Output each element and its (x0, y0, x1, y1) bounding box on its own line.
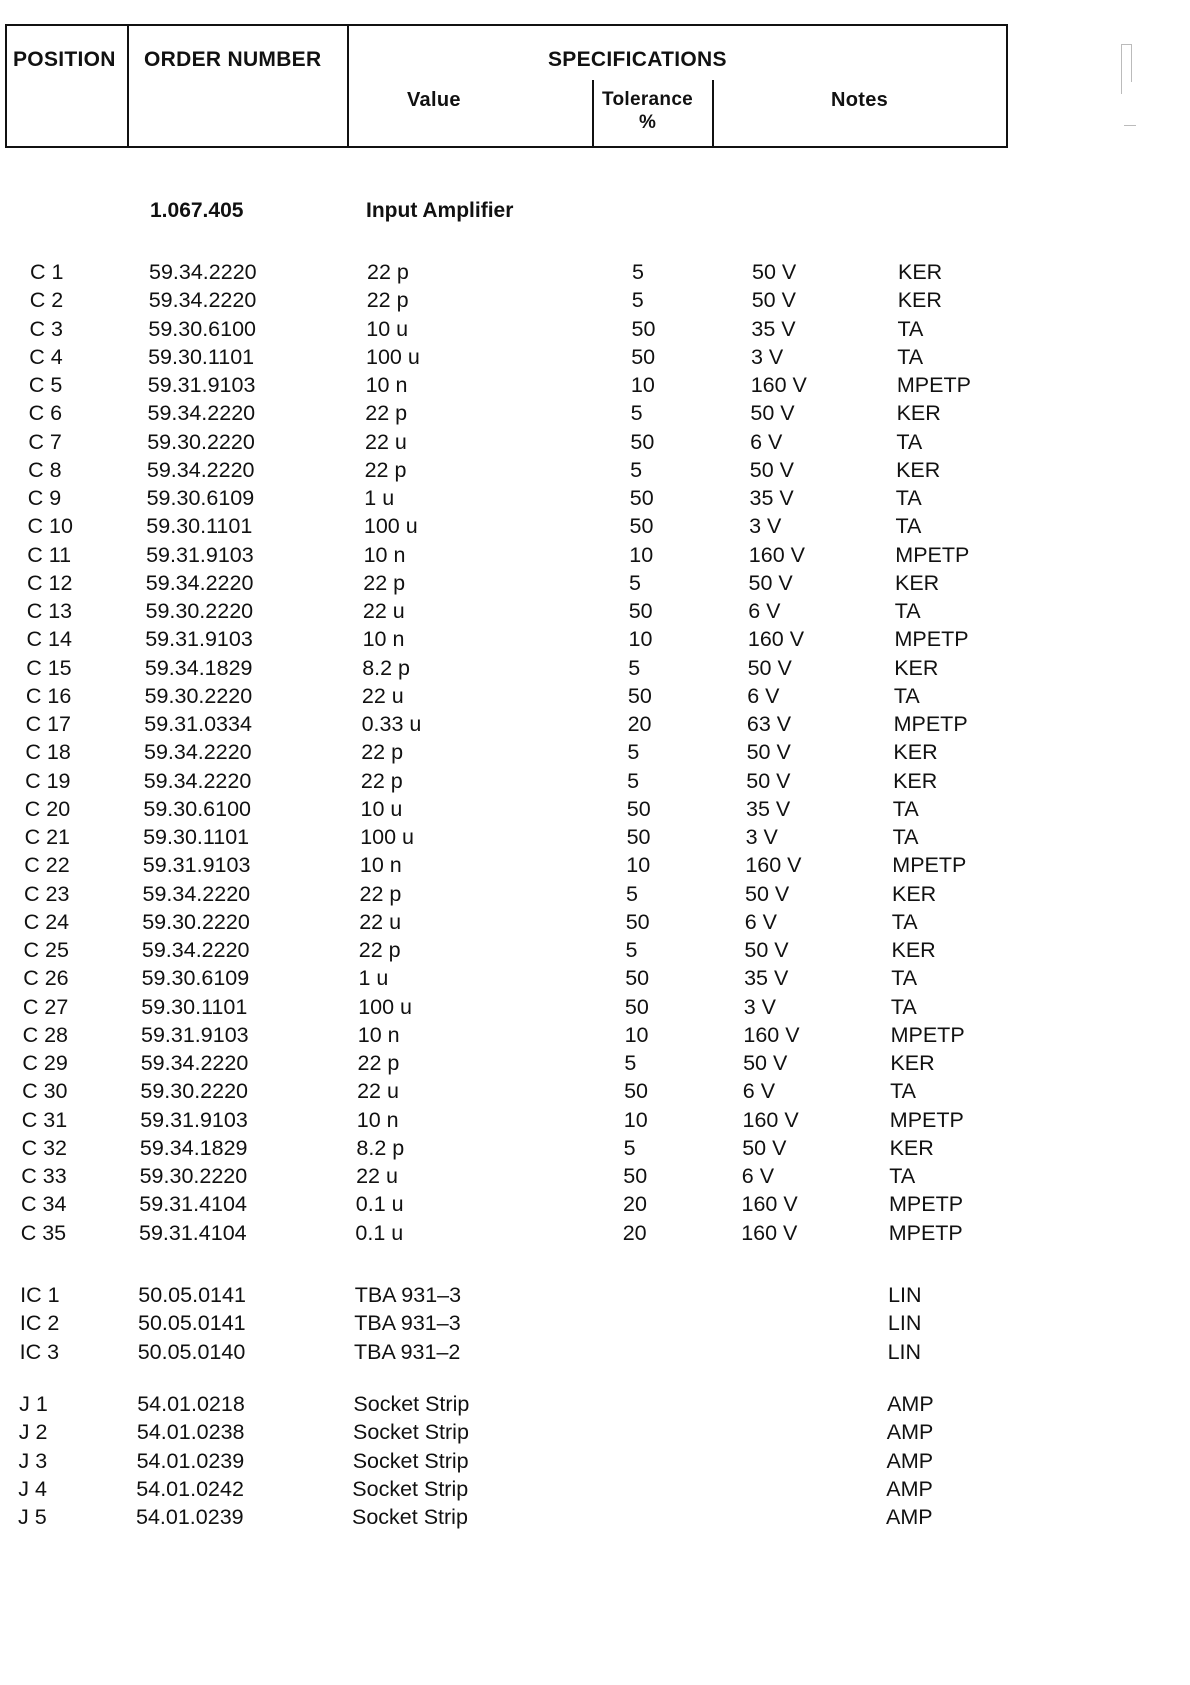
cell-order-number: 59.34.2220 (148, 288, 257, 313)
cell-tolerance: 50 (631, 344, 656, 369)
cell-position: C 8 (28, 457, 62, 482)
cell-voltage: 50 V (752, 260, 797, 284)
cell-voltage: 50 V (746, 740, 791, 765)
cell-value: TBA 931–3 (354, 1283, 462, 1307)
cell-order-number: 50.05.0141 (138, 1311, 246, 1336)
header-specifications: SPECIFICATIONS (548, 48, 727, 71)
cell-position: C 11 (27, 542, 72, 567)
cell-position: C 24 (23, 909, 70, 934)
cell-value: Socket Strip (352, 1448, 469, 1473)
cell-order-number: 59.30.6100 (143, 796, 251, 821)
cell-order-number: 59.31.9103 (140, 1107, 248, 1132)
cell-position: J 4 (18, 1476, 47, 1501)
cell-value: 22 u (356, 1164, 398, 1188)
cell-voltage: 6 V (741, 1164, 775, 1188)
cell-value: Socket Strip (353, 1420, 469, 1445)
scan-mark (1121, 44, 1131, 45)
cell-position: C 7 (28, 429, 62, 454)
table-row (0, 1051, 1100, 1079)
cell-voltage: 160 V (748, 542, 805, 567)
cell-value: Socket Strip (352, 1505, 468, 1529)
cell-voltage: 50 V (751, 288, 796, 313)
cell-position: IC 1 (20, 1283, 60, 1307)
cell-voltage: 3 V (743, 994, 776, 1019)
cell-tolerance: 50 (623, 1164, 648, 1188)
cell-value: 22 u (362, 599, 405, 623)
cell-position: C 19 (25, 768, 71, 793)
table-row (0, 373, 1100, 401)
cell-order-number: 59.31.9103 (147, 373, 256, 397)
cell-tolerance: 50 (626, 825, 651, 849)
header-position: POSITION (13, 48, 116, 71)
cell-position: C 27 (22, 994, 69, 1019)
table-row (0, 684, 1100, 712)
cell-type: LIN (887, 1339, 922, 1364)
cell-position: C 23 (24, 881, 70, 906)
cell-tolerance: 5 (628, 655, 641, 680)
table-row (0, 938, 1100, 966)
cell-type: MPETP (892, 853, 967, 878)
cell-position: C 21 (24, 825, 71, 849)
table-row (0, 797, 1100, 825)
cell-tolerance: 5 (630, 457, 643, 482)
cell-order-number: 59.30.1101 (141, 994, 248, 1019)
table-row (0, 1449, 1100, 1477)
table-row (0, 825, 1100, 853)
cell-tolerance: 10 (629, 542, 654, 567)
cell-value: 22 p (367, 260, 409, 284)
section-title: Input Amplifier (366, 199, 514, 222)
cell-order-number: 59.34.2220 (143, 768, 252, 793)
cell-order-number: 54.01.0218 (137, 1392, 245, 1416)
cell-type: AMP (886, 1448, 934, 1473)
cell-voltage: 6 V (750, 429, 783, 454)
cell-value: 10 u (366, 316, 409, 341)
cell-value: TBA 931–3 (354, 1311, 461, 1336)
cell-position: C 29 (22, 1051, 68, 1075)
cell-order-number: 59.30.6109 (141, 966, 250, 991)
cell-value: 22 p (364, 457, 407, 482)
cell-value: Socket Strip (353, 1392, 470, 1416)
table-row (0, 317, 1100, 345)
cell-tolerance: 50 (631, 316, 656, 341)
cell-order-number: 59.30.1101 (146, 514, 253, 539)
cell-type: TA (891, 966, 918, 991)
table-row (0, 853, 1100, 881)
cell-position: C 25 (23, 938, 69, 962)
section-order-number: 1.067.405 (150, 199, 244, 222)
table-row (0, 1108, 1100, 1136)
table-row (0, 656, 1100, 684)
cell-value: 22 p (366, 288, 409, 313)
cell-position: C 13 (26, 599, 73, 623)
cell-type: TA (895, 514, 922, 539)
cell-voltage: 50 V (747, 655, 792, 680)
cell-type: KER (894, 655, 939, 680)
cell-voltage: 63 V (746, 712, 792, 736)
cell-value: 100 u (366, 344, 420, 369)
cell-order-number: 59.30.2220 (144, 683, 253, 708)
table-row (0, 1192, 1100, 1220)
cell-order-number: 59.30.1101 (143, 825, 250, 849)
cell-type: TA (889, 1164, 916, 1188)
cell-type: MPETP (890, 1022, 965, 1047)
cell-type: AMP (886, 1476, 933, 1501)
cell-voltage: 35 V (744, 966, 789, 991)
cell-type: KER (889, 1135, 934, 1160)
table-row (0, 1164, 1100, 1192)
cell-voltage: 50 V (749, 457, 795, 482)
cell-value: 10 n (356, 1107, 399, 1132)
cell-tolerance: 5 (630, 401, 643, 426)
cell-type: TA (892, 825, 919, 849)
cell-voltage: 160 V (741, 1220, 798, 1245)
cell-type: TA (897, 316, 924, 341)
cell-tolerance: 20 (627, 712, 652, 736)
cell-type: LIN (888, 1283, 922, 1307)
cell-position: C 30 (22, 1079, 68, 1104)
table-row (0, 769, 1100, 797)
cell-voltage: 160 V (741, 1192, 798, 1217)
cell-position: J 3 (18, 1448, 48, 1473)
cell-order-number: 54.01.0238 (136, 1420, 245, 1445)
cell-position: C 9 (27, 486, 62, 510)
scan-mark (1121, 44, 1122, 94)
header-order-number: ORDER NUMBER (144, 48, 322, 71)
cell-tolerance: 5 (625, 938, 638, 962)
cell-tolerance: 10 (623, 1107, 648, 1132)
cell-order-number: 59.31.9103 (145, 627, 253, 652)
cell-position: C 16 (25, 683, 72, 708)
table-row (0, 882, 1100, 910)
cell-value: 1 u (358, 966, 389, 991)
table-row (0, 740, 1100, 768)
table-row (0, 966, 1100, 994)
table-row (0, 1420, 1100, 1448)
cell-voltage: 160 V (745, 853, 802, 878)
cell-tolerance: 50 (629, 514, 654, 539)
cell-voltage: 35 V (749, 486, 794, 510)
cell-value: 22 p (357, 1051, 400, 1075)
cell-type: TA (892, 796, 919, 821)
cell-voltage: 6 V (748, 599, 781, 623)
cell-order-number: 59.30.6100 (148, 316, 256, 341)
cell-value: 22 p (359, 881, 402, 906)
cell-value: 10 n (365, 373, 408, 397)
cell-order-number: 59.34.2220 (147, 401, 256, 426)
cell-position: C 4 (29, 344, 63, 369)
cell-tolerance: 5 (627, 768, 640, 793)
cell-type: KER (893, 740, 938, 765)
cell-type: KER (898, 260, 943, 284)
cell-tolerance: 5 (623, 1135, 636, 1160)
cell-order-number: 59.34.2220 (144, 740, 252, 765)
cell-tolerance: 50 (627, 683, 652, 708)
cell-type: KER (896, 401, 941, 426)
cell-value: TBA 931–2 (354, 1339, 461, 1364)
header-notes: Notes (831, 89, 889, 111)
cell-voltage: 50 V (743, 1051, 788, 1075)
cell-type: MPETP (894, 627, 969, 652)
cell-position: IC 2 (19, 1311, 60, 1336)
cell-value: 10 n (357, 1022, 400, 1047)
table-row (0, 1079, 1100, 1107)
cell-order-number: 54.01.0239 (136, 1448, 245, 1473)
cell-voltage: 35 V (746, 796, 791, 821)
table-row (0, 543, 1100, 571)
cell-order-number: 59.30.1101 (148, 344, 255, 369)
cell-value: 22 p (358, 938, 401, 962)
cell-order-number: 59.30.2220 (147, 429, 255, 454)
table-row (0, 599, 1100, 627)
cell-tolerance: 50 (624, 994, 649, 1019)
cell-type: KER (897, 288, 942, 313)
cell-value: 0.1 u (355, 1220, 404, 1245)
cell-tolerance: 20 (623, 1192, 647, 1217)
cell-order-number: 59.30.2220 (142, 909, 250, 934)
cell-position: C 1 (30, 260, 64, 284)
table-row (0, 1311, 1100, 1339)
table-row (0, 571, 1100, 599)
cell-order-number: 59.34.1829 (144, 655, 253, 680)
table-row (0, 627, 1100, 655)
cell-voltage: 3 V (751, 344, 784, 369)
cell-voltage: 160 V (750, 373, 807, 397)
cell-voltage: 50 V (748, 570, 793, 595)
cell-position: C 12 (27, 570, 73, 595)
cell-type: TA (897, 344, 924, 369)
cell-type: TA (893, 683, 920, 708)
cell-voltage: 50 V (746, 768, 791, 793)
cell-position: C 14 (26, 627, 72, 652)
cell-type: TA (891, 909, 918, 934)
cell-voltage: 50 V (742, 1135, 787, 1160)
cell-voltage: 160 V (747, 627, 805, 652)
cell-position: IC 3 (19, 1339, 60, 1364)
cell-tolerance: 10 (626, 853, 651, 878)
cell-value: 100 u (363, 514, 418, 539)
cell-value: Socket Strip (352, 1476, 469, 1501)
cell-voltage: 3 V (749, 514, 782, 539)
table-row (0, 1221, 1100, 1249)
table-row (0, 910, 1100, 938)
header-tolerance: Tolerance (602, 89, 694, 110)
cell-type: AMP (886, 1505, 933, 1529)
cell-position: C 5 (28, 373, 63, 397)
cell-tolerance: 5 (626, 881, 638, 906)
cell-order-number: 59.31.9103 (141, 1022, 249, 1047)
cell-tolerance: 50 (629, 486, 654, 510)
cell-type: AMP (886, 1420, 934, 1445)
cell-type: KER (891, 938, 936, 962)
cell-value: 22 p (365, 401, 408, 426)
cell-position: C 3 (29, 316, 63, 341)
cell-type: LIN (887, 1311, 922, 1336)
table-row (0, 1023, 1100, 1051)
cell-order-number: 59.34.2220 (145, 570, 254, 595)
cell-type: AMP (887, 1392, 934, 1416)
table-row (0, 458, 1100, 486)
cell-value: 22 u (357, 1079, 399, 1104)
cell-order-number: 50.05.0140 (137, 1339, 246, 1364)
cell-position: C 6 (28, 401, 63, 426)
cell-order-number: 59.30.6109 (146, 486, 255, 510)
cell-voltage: 50 V (744, 938, 789, 962)
header-tolerance-unit: % (639, 112, 657, 133)
cell-value: 0.1 u (355, 1192, 404, 1217)
cell-order-number: 54.01.0242 (136, 1476, 244, 1501)
cell-type: MPETP (889, 1107, 964, 1132)
cell-type: MPETP (896, 373, 971, 397)
cell-position: C 22 (24, 853, 70, 878)
cell-type: MPETP (889, 1192, 964, 1217)
cell-position: C 31 (21, 1107, 68, 1132)
table-row (0, 1340, 1100, 1368)
cell-tolerance: 50 (626, 796, 651, 821)
cell-value: 22 p (363, 570, 406, 595)
cell-position: C 28 (22, 1022, 69, 1047)
cell-order-number: 50.05.0141 (138, 1283, 246, 1307)
cell-tolerance: 5 (624, 1051, 637, 1075)
cell-order-number: 59.34.2220 (140, 1051, 249, 1075)
cell-type: KER (896, 457, 941, 482)
cell-type: TA (896, 429, 923, 454)
cell-order-number: 59.31.4104 (139, 1192, 247, 1217)
cell-tolerance: 50 (630, 429, 655, 454)
cell-voltage: 6 V (742, 1079, 776, 1104)
cell-order-number: 59.34.2220 (142, 881, 251, 906)
cell-tolerance: 50 (625, 966, 650, 991)
cell-order-number: 59.31.0334 (144, 712, 252, 736)
cell-order-number: 59.30.2220 (140, 1079, 248, 1104)
cell-position: J 2 (18, 1420, 48, 1445)
cell-value: 8.2 p (362, 655, 411, 680)
cell-type: TA (890, 994, 917, 1019)
cell-position: C 2 (29, 288, 64, 313)
cell-voltage: 3 V (745, 825, 778, 849)
cell-position: J 1 (19, 1392, 48, 1416)
cell-type: TA (890, 1079, 916, 1104)
table-row (0, 1392, 1100, 1420)
cell-tolerance: 5 (629, 570, 641, 595)
table-row (0, 288, 1100, 316)
table-row (0, 995, 1100, 1023)
cell-voltage: 50 V (745, 881, 790, 906)
cell-order-number: 54.01.0239 (136, 1505, 244, 1529)
cell-voltage: 35 V (751, 316, 796, 341)
header-value: Value (407, 89, 461, 111)
table-row (0, 712, 1100, 740)
scan-mark (1124, 125, 1136, 126)
cell-type: KER (893, 768, 938, 793)
cell-tolerance: 20 (622, 1220, 647, 1245)
cell-type: KER (895, 570, 940, 595)
cell-type: KER (892, 881, 937, 906)
cell-position: C 32 (21, 1135, 68, 1160)
cell-position: C 35 (20, 1220, 67, 1245)
cell-tolerance: 50 (628, 599, 653, 623)
cell-voltage: 6 V (744, 909, 777, 934)
cell-value: 10 n (359, 853, 402, 878)
table-row (0, 1283, 1100, 1311)
cell-order-number: 59.31.9103 (142, 853, 251, 878)
cell-value: 22 p (361, 740, 404, 765)
cell-position: C 34 (21, 1192, 67, 1217)
cell-value: 100 u (360, 825, 414, 849)
table-row (0, 430, 1100, 458)
cell-position: C 33 (21, 1164, 67, 1188)
table-row (0, 1136, 1100, 1164)
cell-type: MPETP (893, 712, 968, 736)
cell-order-number: 59.34.1829 (139, 1135, 248, 1160)
scan-mark (1131, 44, 1132, 82)
cell-value: 1 u (364, 486, 395, 510)
table-row (0, 1505, 1100, 1533)
table-row (0, 486, 1100, 514)
cell-tolerance: 50 (624, 1079, 649, 1104)
cell-type: TA (895, 486, 922, 510)
table-row (0, 401, 1100, 429)
cell-order-number: 59.34.2220 (149, 260, 257, 284)
cell-position: C 17 (25, 712, 72, 736)
cell-tolerance: 10 (630, 373, 655, 397)
cell-position: C 18 (25, 740, 71, 765)
cell-tolerance: 10 (628, 627, 653, 652)
cell-position: C 15 (26, 655, 72, 680)
cell-position: C 26 (23, 966, 69, 991)
cell-value: 10 n (363, 542, 406, 567)
table-row (0, 260, 1100, 288)
cell-type: MPETP (888, 1220, 963, 1245)
table-row (0, 514, 1100, 542)
cell-value: 22 u (359, 909, 402, 934)
cell-type: TA (894, 599, 921, 623)
cell-value: 22 u (361, 683, 404, 708)
cell-value: 8.2 p (356, 1135, 405, 1160)
cell-position: C 10 (27, 514, 73, 539)
cell-type: KER (890, 1051, 935, 1075)
cell-tolerance: 5 (632, 260, 644, 284)
cell-tolerance: 50 (625, 909, 650, 934)
cell-order-number: 59.34.2220 (146, 457, 255, 482)
cell-value: 10 u (360, 796, 403, 821)
cell-voltage: 6 V (747, 683, 780, 708)
cell-tolerance: 5 (627, 740, 640, 765)
cell-order-number: 59.30.2220 (139, 1164, 248, 1188)
cell-voltage: 160 V (742, 1107, 799, 1132)
cell-voltage: 50 V (750, 401, 795, 426)
cell-voltage: 160 V (743, 1022, 800, 1047)
cell-value: 0.33 u (361, 712, 422, 736)
cell-tolerance: 5 (631, 288, 644, 313)
cell-order-number: 59.31.4104 (139, 1220, 247, 1245)
cell-type: MPETP (895, 542, 970, 567)
cell-value: 22 u (365, 429, 407, 454)
table-row (0, 345, 1100, 373)
cell-value: 10 n (362, 627, 405, 652)
cell-order-number: 59.34.2220 (141, 938, 250, 962)
cell-order-number: 59.30.2220 (145, 599, 254, 623)
table-row (0, 1477, 1100, 1505)
cell-value: 100 u (358, 994, 412, 1019)
cell-value: 22 p (360, 768, 403, 793)
cell-order-number: 59.31.9103 (146, 542, 254, 567)
cell-position: C 20 (24, 796, 71, 821)
cell-tolerance: 10 (624, 1022, 649, 1047)
cell-position: J 5 (18, 1505, 47, 1529)
